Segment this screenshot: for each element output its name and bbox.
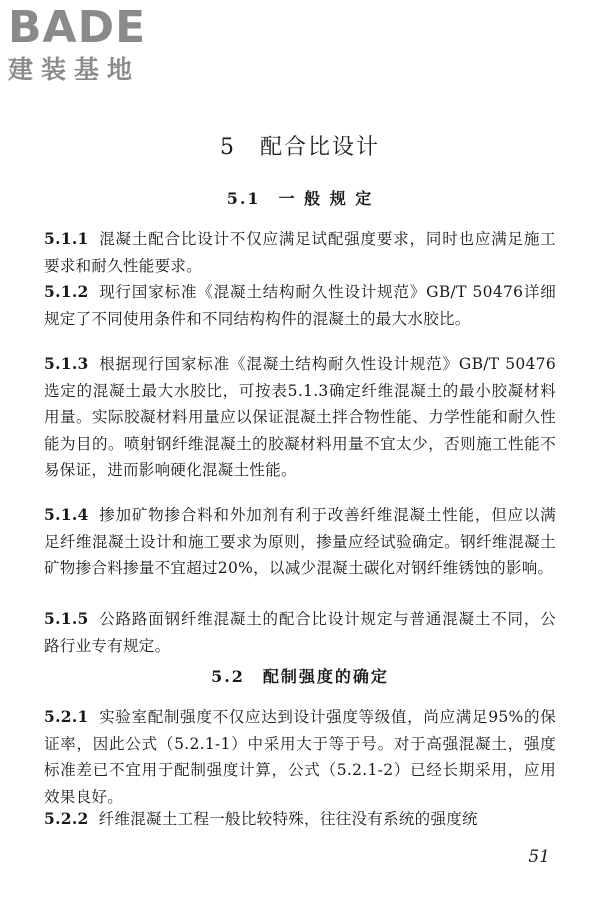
- section-title-5-2: 5.2 配制强度的确定: [211, 667, 389, 686]
- clause-5-2-1: [44, 704, 556, 810]
- clause-number: 5.2.2: [44, 809, 89, 828]
- clause-text: 混凝土配合比设计不仅应满足试配强度要求，同时也应满足施工要求和耐久性能要求。: [44, 230, 556, 275]
- clause-number: 5.1.4: [44, 505, 89, 524]
- clause-text: 现行国家标准《混凝土结构耐久性设计规范》GB/T 50476详细规定了不同使用条件和不同结构构件的混凝土的最大水胶比。: [44, 283, 556, 328]
- clause-number: 5.1.2: [44, 282, 89, 301]
- clause-text: 根据现行国家标准《混凝土结构耐久性设计规范》GB/T 50476选定的混凝土最大水胶比，可按表5.1.3确定纤维混凝土的最小胶凝材料用量。实际胶凝材料用量应以保证混凝土拌合物性能、力学性能和耐久性能为目的。喷射钢纤维混凝土的胶凝材料用量不宜太少，否则施工性能不易保证，进而影响硬化混凝土性能。: [44, 355, 556, 479]
- clause-number: 5.1.3: [44, 354, 89, 373]
- clause-5-1-2: [44, 279, 556, 332]
- clause-number: 5.1.1: [44, 229, 89, 248]
- clause-text: 实验室配制强度不仅应达到设计强度等级值，尚应满足95%的保证率，因此公式（5.2.1-1）中采用大于等于号。对于高强混凝土，强度标准差已不宜用于配制强度计算，公式（5.2.1-2）已经长期采用，应用效果良好。: [44, 708, 556, 806]
- logo-subtitle: 建装基地: [8, 55, 141, 84]
- clause-5-1-5: [44, 606, 556, 659]
- clause-text: 掺加矿物掺合料和外加剂有利于改善纤维混凝土性能，但应以满足纤维混凝土设计和施工要求为原则，掺量应经试验确定。钢纤维混凝土矿物掺合料掺量不宜超过20%，以减少混凝土碳化对钢纤维锈蚀的影响。: [44, 506, 556, 577]
- section-title-5-1: 5.1 一 般 规 定: [226, 189, 374, 208]
- clause-number: 5.2.1: [44, 707, 89, 726]
- clause-number: 5.1.5: [44, 609, 89, 628]
- clause-5-1-1: [44, 226, 556, 279]
- clause-text: 纤维混凝土工程一般比较特殊，往往没有系统的强度统: [98, 810, 478, 828]
- page-number: 51: [528, 847, 550, 867]
- clause-text: 公路路面钢纤维混凝土的配合比设计规定与普通混凝土不同，公路行业专有规定。: [44, 610, 556, 655]
- clause-5-1-3: [44, 351, 556, 484]
- clause-5-2-2: [44, 806, 556, 833]
- logo-brand: BADE: [8, 2, 147, 53]
- logo: [8, 4, 178, 84]
- chapter-title: 5 配合比设计: [220, 135, 380, 160]
- clause-5-1-4: [44, 502, 556, 582]
